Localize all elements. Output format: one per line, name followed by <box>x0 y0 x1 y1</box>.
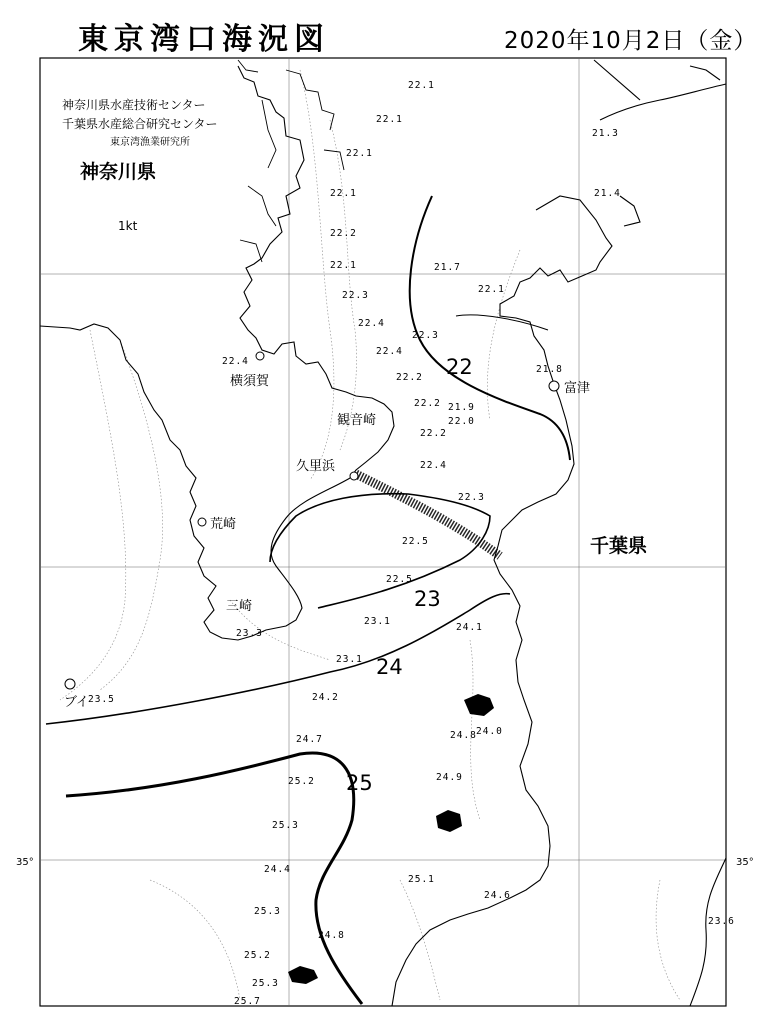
temperature-reading: 23.3 <box>236 628 263 639</box>
temperature-reading: 22.4 <box>376 346 403 357</box>
place-buoy: ブイ <box>64 695 89 710</box>
temperature-reading: 22.1 <box>330 188 357 199</box>
isotherm-25-line <box>66 753 362 1004</box>
org-tokyobay: 東京湾漁業研究所 <box>110 137 190 148</box>
temperature-reading: 21.7 <box>434 262 461 273</box>
temperature-reading: 24.1 <box>456 622 483 633</box>
temperature-reading: 22.1 <box>330 260 357 271</box>
temperature-reading: 24.2 <box>312 692 339 703</box>
temperature-reading: 21.3 <box>592 128 619 139</box>
buoy-marker <box>65 679 75 689</box>
map-title: 東京湾口海況図 <box>78 22 330 57</box>
temperature-reading: 25.2 <box>244 950 271 961</box>
temperature-reading: 24.9 <box>436 772 463 783</box>
temperature-reading: 22.3 <box>458 492 485 503</box>
temperature-reading: 24.6 <box>484 890 511 901</box>
isotherm-22-line <box>410 196 570 460</box>
place-kannonzaki: 観音崎 <box>337 413 377 428</box>
grid-lines <box>40 58 726 1006</box>
yokohama-port-structures <box>238 60 344 262</box>
temperature-reading: 25.2 <box>288 776 315 787</box>
current-scale-label: 1kt <box>118 219 138 233</box>
temperature-reading: 22.1 <box>376 114 403 125</box>
temperature-reading: 24.7 <box>296 734 323 745</box>
temperature-reading: 22.2 <box>330 228 357 239</box>
temperature-reading: 21.9 <box>448 402 475 413</box>
isotherm-24-line <box>46 594 510 724</box>
chiba-coastline <box>392 60 726 1006</box>
place-kurihama: 久里浜 <box>296 459 336 474</box>
futtsu-marker <box>549 381 559 391</box>
temperature-reading: 22.5 <box>386 574 413 585</box>
org-kanagawa: 神奈川県水産技術センター <box>62 98 206 112</box>
futtsu-cape <box>456 315 548 330</box>
isotherm-22-label: 22 <box>446 355 473 379</box>
temperature-reading: 25.3 <box>252 978 279 989</box>
temperature-reading: 24.0 <box>476 726 503 737</box>
temperature-reading: 24.4 <box>264 864 291 875</box>
temperature-reading: 22.4 <box>358 318 385 329</box>
isotherm-24-label: 24 <box>376 655 403 679</box>
temperature-reading: 25.3 <box>272 820 299 831</box>
temperature-reading: 25.1 <box>408 874 435 885</box>
isotherm-25-label: 25 <box>346 771 373 795</box>
temperature-reading: 22.4 <box>222 356 249 367</box>
place-misaki: 三崎 <box>226 599 253 614</box>
temperature-reading: 23.6 <box>708 916 735 927</box>
place-futtsu: 富津 <box>564 381 591 396</box>
temperature-reading: 22.1 <box>346 148 373 159</box>
temperature-reading: 23.5 <box>88 694 115 705</box>
temperature-reading: 22.2 <box>414 398 441 409</box>
temperature-reading: 22.2 <box>420 428 447 439</box>
temperature-reading: 25.3 <box>254 906 281 917</box>
prefecture-kanagawa: 神奈川県 <box>80 161 157 183</box>
temperature-reading: 24.8 <box>318 930 345 941</box>
map-frame <box>40 58 726 1006</box>
temperature-reading: 24.8 <box>450 730 477 741</box>
temperature-reading: 21.8 <box>536 364 563 375</box>
kanagawa-coastline <box>40 66 394 640</box>
temperature-reading: 21.4 <box>594 188 621 199</box>
latitude-label-left: 35° <box>16 857 34 868</box>
yokosuka-marker <box>256 352 264 360</box>
temperature-reading: 22.5 <box>402 536 429 547</box>
temperature-reading: 23.1 <box>336 654 363 665</box>
latitude-label-right: 35° <box>736 857 754 868</box>
map-date: 2020年10月2日（金） <box>504 28 758 54</box>
isotherm-23-line <box>270 494 490 608</box>
isotherm-lines <box>46 196 570 1004</box>
temperature-reading: 23.1 <box>364 616 391 627</box>
org-chiba: 千葉県水産総合研究センター <box>62 117 218 131</box>
temperature-reading: 22.3 <box>412 330 439 341</box>
place-yokosuka: 横須賀 <box>230 374 270 389</box>
kurihama-marker <box>350 472 358 480</box>
temperature-reading: 22.3 <box>342 290 369 301</box>
temperature-reading: 22.1 <box>408 80 435 91</box>
place-arasaki: 荒崎 <box>210 517 237 532</box>
temperature-reading: 22.0 <box>448 416 475 427</box>
temperature-reading: 22.1 <box>478 284 505 295</box>
isotherm-23-label: 23 <box>414 587 441 611</box>
temperature-reading: 25.7 <box>234 996 261 1007</box>
temperature-reading: 22.4 <box>420 460 447 471</box>
arasaki-marker <box>198 518 206 526</box>
temperature-reading: 22.2 <box>396 372 423 383</box>
prefecture-chiba: 千葉県 <box>590 535 648 557</box>
